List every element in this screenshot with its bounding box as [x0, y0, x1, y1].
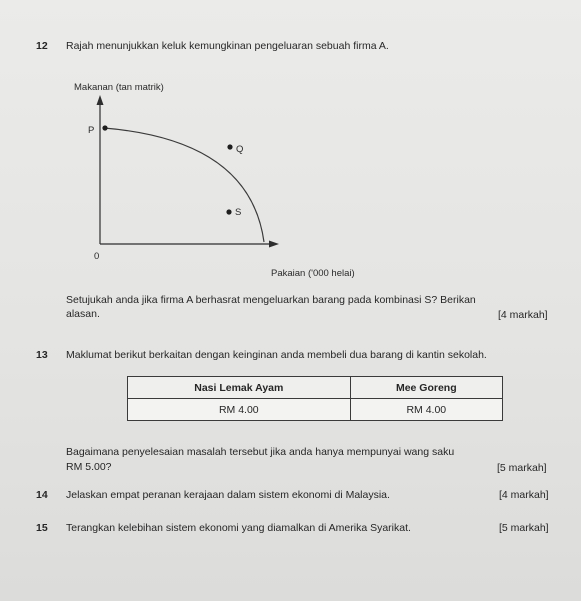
- price-table-header-row: [128, 377, 503, 399]
- table-cell-mee-goreng-price: RM 4.00: [350, 399, 502, 421]
- question-13-marks: [5 markah]: [497, 462, 547, 474]
- point-s-dot: [226, 209, 231, 214]
- point-p-dot: [102, 125, 107, 130]
- x-axis-label: Pakaian ('000 helai): [271, 268, 355, 279]
- question-14-marks: [4 markah]: [499, 489, 549, 501]
- table-cell-nasi-lemak-price: RM 4.00: [128, 399, 351, 421]
- y-axis-label: Makanan (tan matrik): [74, 82, 164, 93]
- question-13-prompt-line2: RM 5.00?: [66, 461, 112, 473]
- question-12-prompt-line2: alasan.: [66, 308, 100, 320]
- point-p-label: P: [88, 125, 95, 136]
- question-13-prompt-line1: Bagaimana penyelesaian masalah tersebut jika anda hanya mempunyai wang saku: [66, 446, 455, 458]
- question-14-number: 14: [36, 489, 48, 501]
- question-13-text: Maklumat berikut berkaitan dengan keinginan anda membeli dua barang di kantin sekolah.: [66, 349, 487, 361]
- question-14-text: Jelaskan empat peranan kerajaan dalam sistem ekonomi di Malaysia.: [66, 489, 390, 501]
- question-12-prompt-line1: Setujukah anda jika firma A berhasrat mengeluarkan barang pada kombinasi S? Berikan: [66, 294, 476, 306]
- table-header-nasi-lemak: Nasi Lemak Ayam: [128, 377, 351, 399]
- y-axis-arrow: [97, 95, 104, 105]
- origin-label: 0: [94, 251, 100, 262]
- question-12-text: Rajah menunjukkan keluk kemungkinan pengeluaran sebuah firma A.: [66, 40, 389, 52]
- question-15-text: Terangkan kelebihan sistem ekonomi yang diamalkan di Amerika Syarikat.: [66, 522, 411, 534]
- production-possibility-diagram: [60, 78, 430, 290]
- point-q-label: Q: [236, 144, 244, 155]
- question-12-number: 12: [36, 40, 48, 52]
- question-12-marks: [4 markah]: [498, 309, 548, 321]
- price-table-row: [128, 399, 503, 421]
- question-13-number: 13: [36, 349, 48, 361]
- table-header-mee-goreng: Mee Goreng: [350, 377, 502, 399]
- point-s-label: S: [235, 207, 242, 218]
- question-15-marks: [5 markah]: [499, 522, 549, 534]
- price-table: [127, 376, 503, 421]
- question-15-number: 15: [36, 522, 48, 534]
- point-q-dot: [227, 144, 232, 149]
- x-axis-arrow: [269, 241, 279, 248]
